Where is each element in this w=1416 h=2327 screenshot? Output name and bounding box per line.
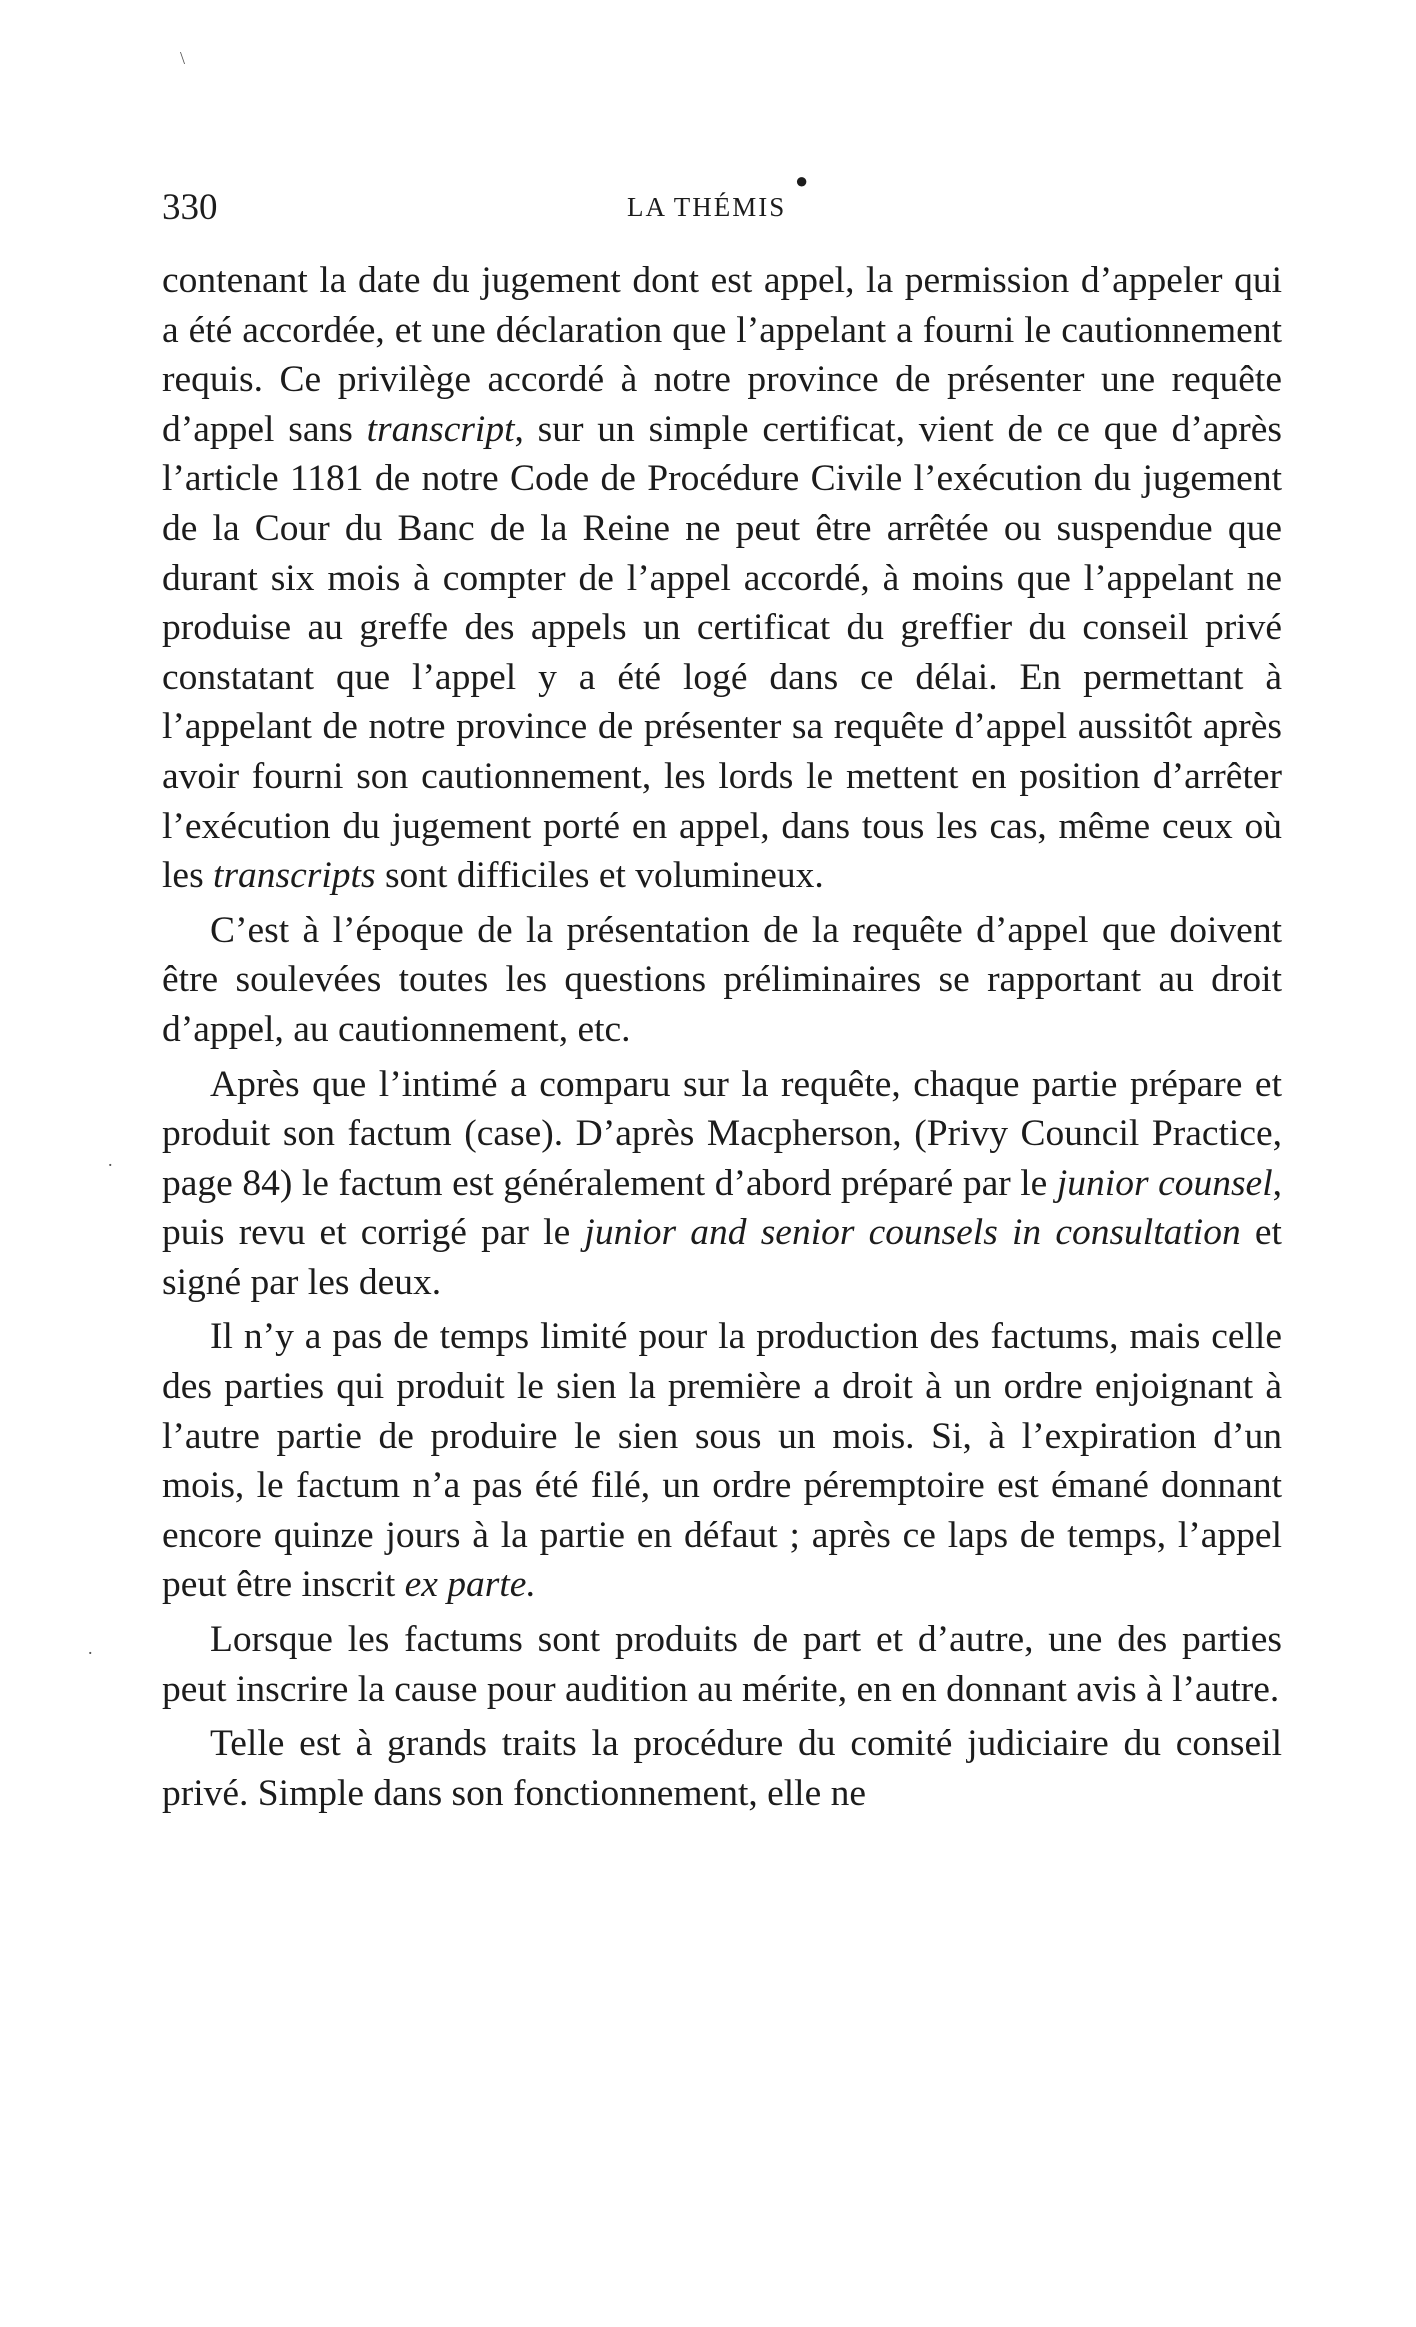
text-run: Il n’y a pas de temps limité pour la production des factums, mais celle des parties qui produit le sien la première a droit à un ordre enjoignant à l’autre partie de produire le sien sous un mois. Si, à l’expiration d’un mois, le factum n’a pas été filé, un ordre péremptoire est émané donnant encore quinze jours à la partie en défaut ; après ce laps de temps, l’appel peut être inscrit: [162, 1316, 1282, 1606]
text-run: et signé par les deux.: [162, 1212, 1282, 1303]
text-run: sont difficiles et volumineux.: [375, 855, 824, 897]
paragraph: [162, 1719, 1282, 1818]
text-run: , sur un simple certificat, vient de ce que d’après l’article 1181 de notre Code de Procédure Civile l’exécution du jugement de la Cour du Banc de la Reine ne peut être arrêtée ou suspendue que durant six mois à compter de l’appel accordé, à moins que l’appelant ne produise au greffe des appels un certificat du greffier du conseil privé constatant que l’appel y a été logé dans ce délai. En permettant à l’appelant de notre province de présenter sa requête d’appel aussitôt après avoir fourni son cautionnement, les lords le mettent en position d’arrêter l’exécution du jugement porté en appel, dans tous les cas, même ceux où les: [162, 408, 1282, 897]
italic-run: transcript: [366, 408, 515, 450]
text-run: Telle est à grands traits la procédure du comité judiciaire du conseil privé. Simple dans son fonctionnement, elle ne: [162, 1723, 1282, 1814]
page-number: 330: [162, 187, 218, 228]
paragraph: [162, 256, 1282, 901]
text-run: contenant la date du jugement dont est appel, la permission d’appeler qui a été accordée, et une déclaration que l’appelant a fourni le cautionnement requis. Ce privilège accordé à notre province de présenter une requête d’appel sans: [162, 260, 1282, 450]
body-text: [162, 256, 1282, 1823]
scan-speck: \: [180, 48, 186, 68]
italic-run: junior counsel: [1056, 1162, 1273, 1204]
text-run: Après que l’intimé a comparu sur la requête, chaque partie prépare et produit son factum (case). D’après Macpherson, (Privy Council Practice, page 84) le factum est généralement d’abord préparé par le: [162, 1063, 1282, 1204]
running-title: LA THÉMIS: [627, 192, 787, 222]
paragraph: [162, 1312, 1282, 1610]
paragraph: [162, 1615, 1282, 1714]
scan-speck: .: [88, 1638, 93, 1658]
italic-run: junior and senior counsels in consultation: [584, 1212, 1241, 1254]
ink-dot: ●: [795, 168, 809, 193]
page-header: [162, 168, 1292, 236]
text-run: , puis revu et corrigé par le: [162, 1162, 1282, 1254]
text-run: C’est à l’époque de la présentation de la requête d’appel que doivent être soulevées toutes les questions préliminaires se rapportant au droit d’appel, au cautionnement, etc.: [162, 909, 1282, 1050]
text-run: Lorsque les factums sont produits de part et d’autre, une des parties peut inscrire la cause pour audition au mérite, en en donnant avis à l’autre.: [162, 1619, 1282, 1710]
paragraph: [162, 906, 1282, 1055]
paragraph: [162, 1060, 1282, 1308]
italic-run: ex parte.: [404, 1564, 536, 1606]
scan-speck: .: [108, 1150, 113, 1170]
italic-run: transcripts: [213, 855, 376, 897]
